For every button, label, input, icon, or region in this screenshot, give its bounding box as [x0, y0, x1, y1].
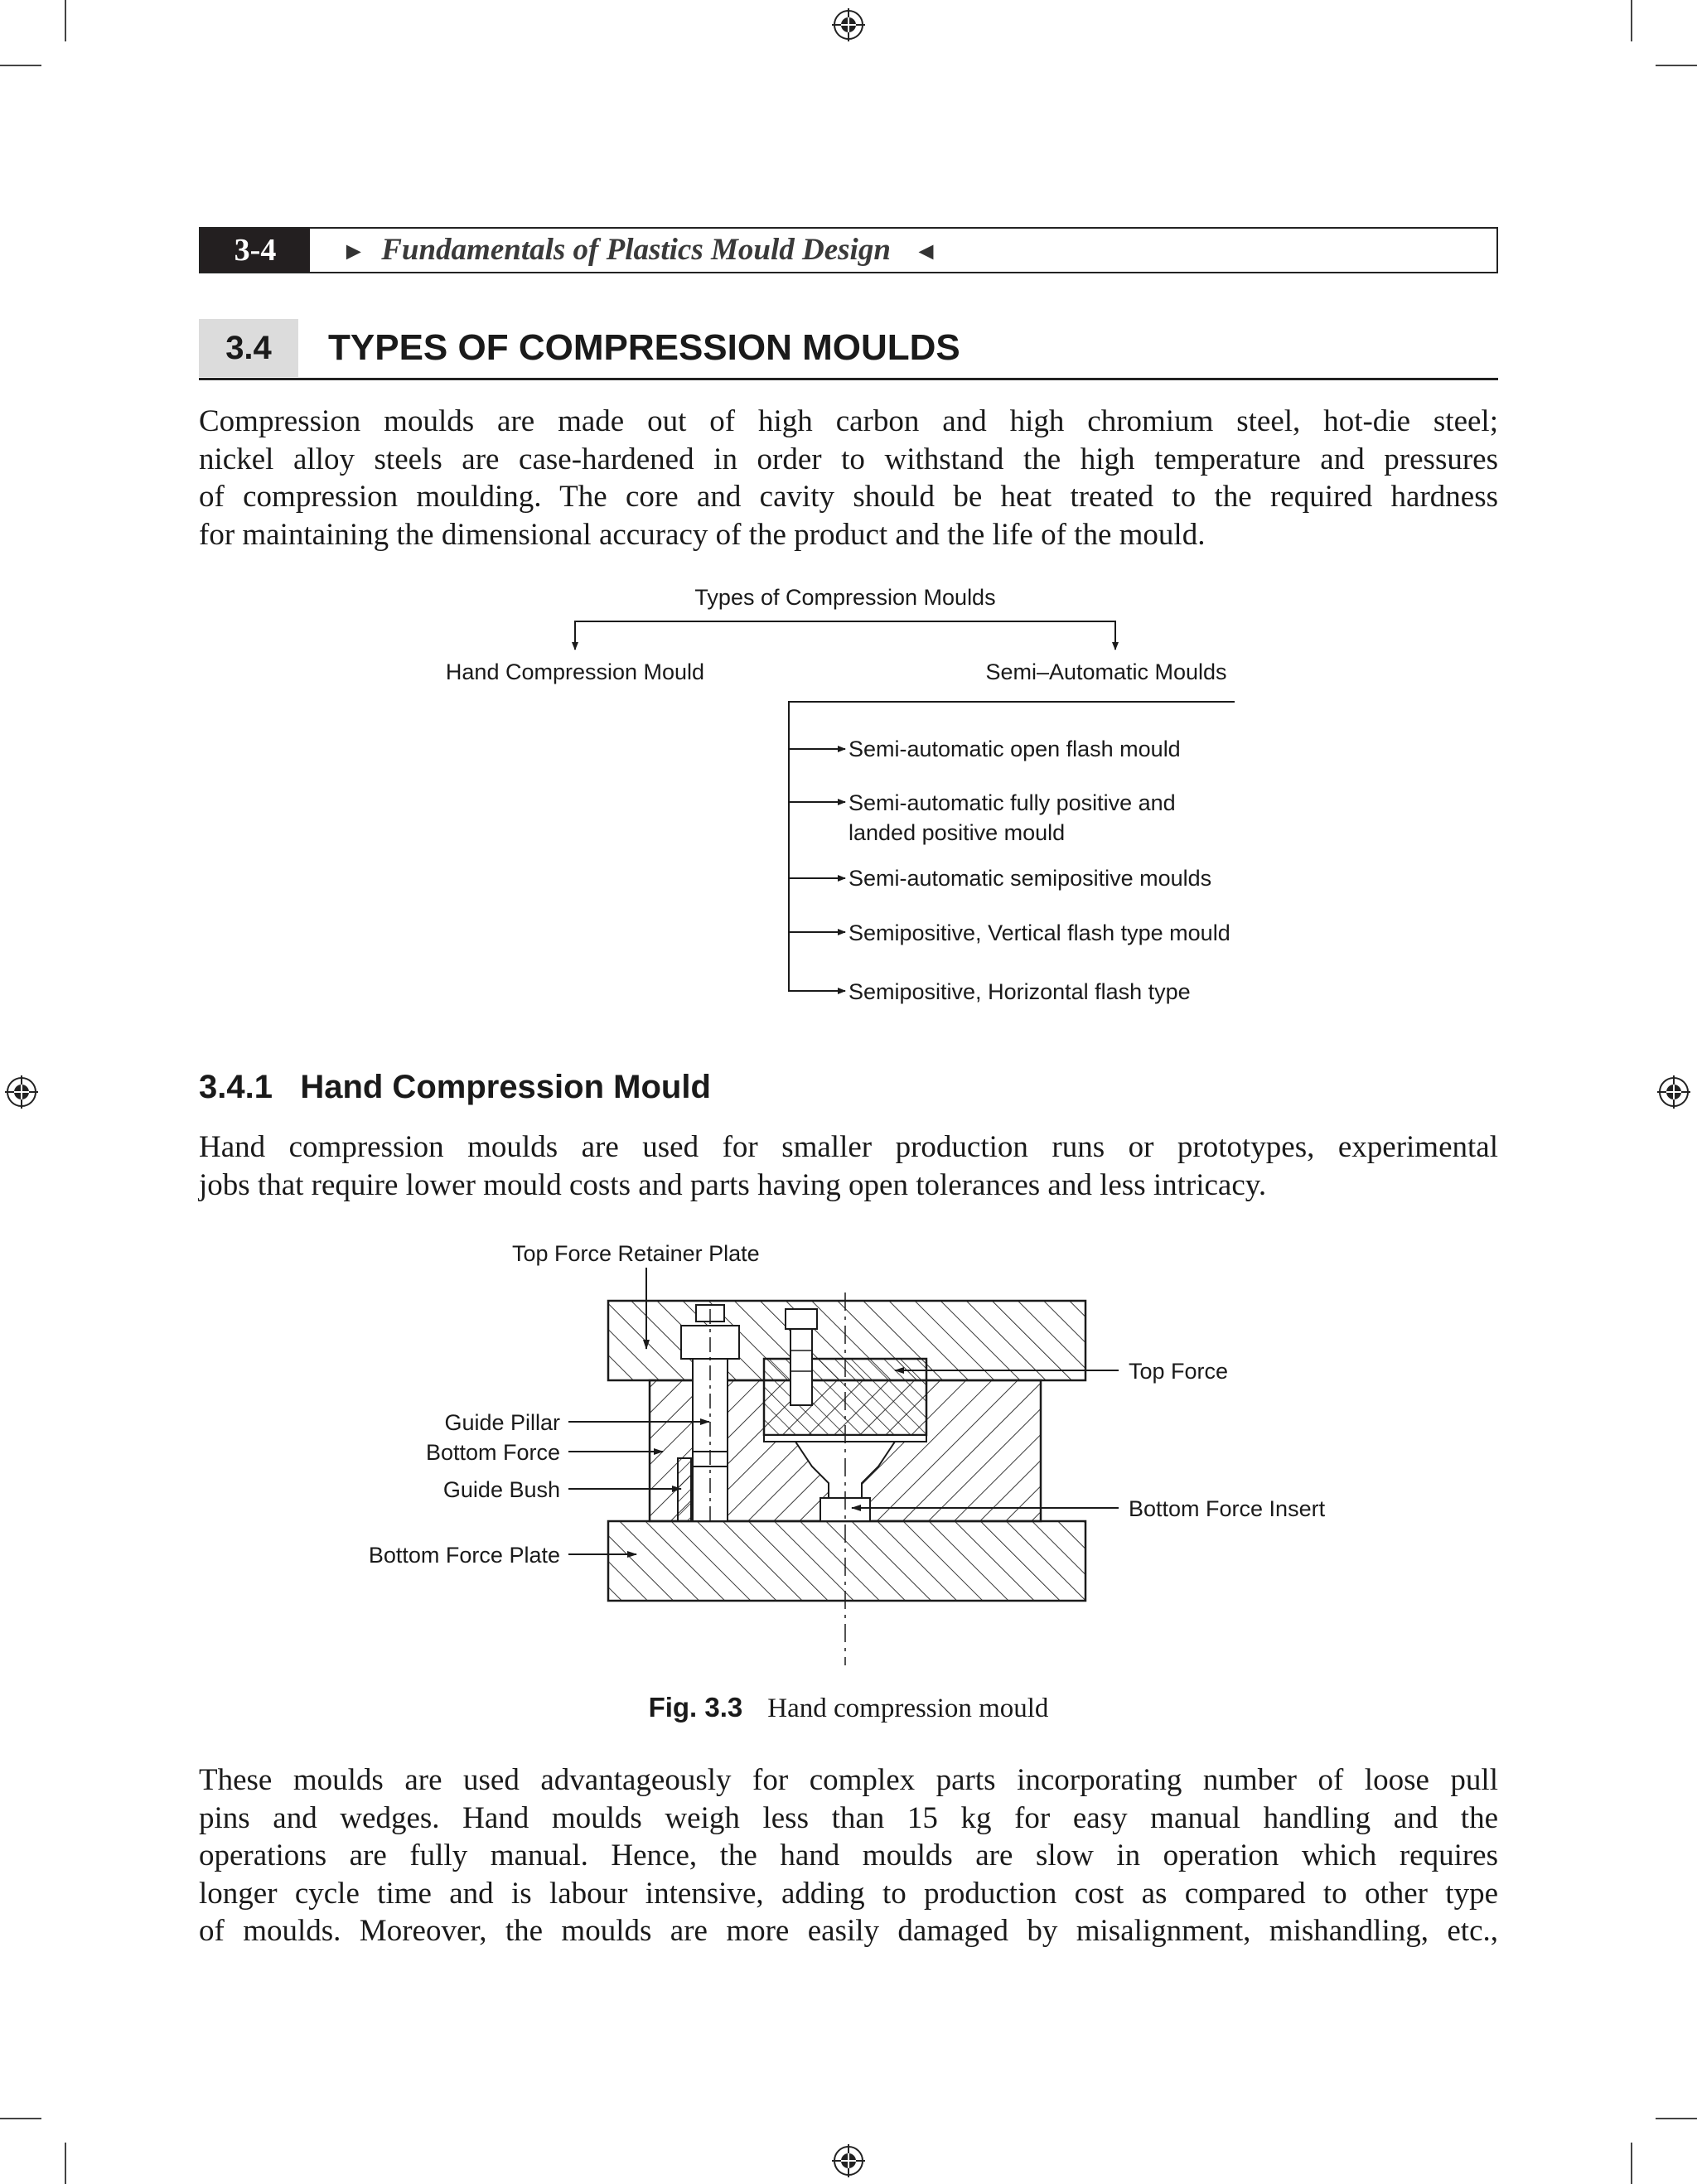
- tree-right-label: Semi–Automatic Moulds: [985, 660, 1227, 684]
- crop-mark: [0, 2118, 41, 2119]
- tree-child-label: Semi-automatic semipositive moulds: [848, 866, 1212, 891]
- figure-caption-text: Hand compression mould: [767, 1694, 1049, 1723]
- book-title-text: Fundamentals of Plastics Mould Design: [381, 233, 891, 267]
- tree-connector: [575, 621, 1115, 648]
- label-bottom-force-insert: Bottom Force Insert: [1129, 1496, 1326, 1521]
- mould-types-tree: [0, 0, 1697, 1044]
- left-triangle-icon: ◄: [913, 238, 939, 265]
- tree-child-label: Semi-automatic open flash mould: [848, 737, 1181, 761]
- right-triangle-icon: ►: [341, 238, 366, 265]
- crop-mark: [1631, 2143, 1632, 2184]
- figure-caption: [0, 1692, 1697, 1724]
- paragraph-line: of compression moulding. The core and cavity should be heat treated to the required hardness: [199, 480, 1498, 514]
- paragraph-line: of moulds. Moreover, the moulds are more easily damaged by misalignment, mishandling, etc.,: [199, 1914, 1498, 1948]
- cap-screw-shank: [790, 1329, 812, 1405]
- bottom-force-plate: [608, 1521, 1085, 1601]
- label-bottom-force-plate: Bottom Force Plate: [368, 1543, 560, 1568]
- subsection-paragraph: [199, 1128, 1498, 1204]
- registration-mark-icon: [830, 2143, 867, 2179]
- subsection-title: Hand Compression Mould: [300, 1069, 711, 1105]
- paragraph-line: These moulds are used advantageously for complex parts incorporating number of loose pull: [199, 1763, 1498, 1797]
- section-number: 3.4: [199, 319, 298, 377]
- paragraph-line: pins and wedges. Hand moulds weigh less than 15 kg for easy manual handling and the: [199, 1800, 1498, 1835]
- tree-child-label: Semipositive, Vertical flash type mould: [848, 920, 1230, 945]
- registration-mark-icon: [3, 1074, 40, 1110]
- paragraph-line: Compression moulds are made out of high carbon and high chromium steel, hot-die steel;: [199, 404, 1498, 438]
- label-guide-pillar: Guide Pillar: [444, 1410, 560, 1435]
- tree-child-label: landed positive mould: [848, 820, 1066, 845]
- label-guide-bush: Guide Bush: [442, 1477, 560, 1502]
- crop-mark: [1656, 2118, 1697, 2119]
- paragraph-line: nickel alloy steels are case-hardened in order to withstand the high temperature and pressures: [199, 442, 1498, 476]
- label-top-force: Top Force: [1129, 1359, 1229, 1384]
- hand-compression-mould-drawing: [0, 1210, 1697, 1674]
- paragraph-line: for maintaining the dimensional accuracy of the product and the life of the mould.: [199, 517, 1206, 552]
- label-bottom-force: Bottom Force: [425, 1440, 560, 1465]
- paragraph-line: operations are fully manual. Hence, the hand moulds are slow in operation which requires: [199, 1839, 1498, 1872]
- tree-child-label: Semipositive, Horizontal flash type: [848, 979, 1191, 1004]
- crop-mark: [65, 2143, 66, 2184]
- page-number: 3-4: [201, 229, 310, 272]
- registration-mark-icon: [1656, 1074, 1692, 1110]
- subsection-heading: [199, 1069, 711, 1106]
- paragraph-line: Hand compression moulds are used for smaller production runs or prototypes, experimental: [199, 1130, 1498, 1164]
- tree-left-label: Hand Compression Mould: [445, 660, 705, 684]
- tree-child-label: Semi-automatic fully positive and: [848, 790, 1176, 815]
- closing-paragraph: [199, 1761, 1498, 1950]
- paragraph-line: longer cycle time and is labour intensive, adding to production cost as compared to other type: [199, 1876, 1498, 1911]
- guide-pillar: [693, 1359, 728, 1521]
- figure-number: Fig. 3.3: [648, 1692, 743, 1723]
- section-title: TYPES OF COMPRESSION MOULDS: [328, 327, 960, 368]
- tree-root-label: Types of Compression Moulds: [694, 585, 996, 610]
- subsection-number: 3.4.1: [199, 1069, 273, 1105]
- label-top-force-retainer-plate: Top Force Retainer Plate: [512, 1241, 760, 1266]
- cap-screw: [786, 1309, 817, 1329]
- paragraph-line: jobs that require lower mould costs and parts having open tolerances and less intricacy.: [199, 1167, 1267, 1202]
